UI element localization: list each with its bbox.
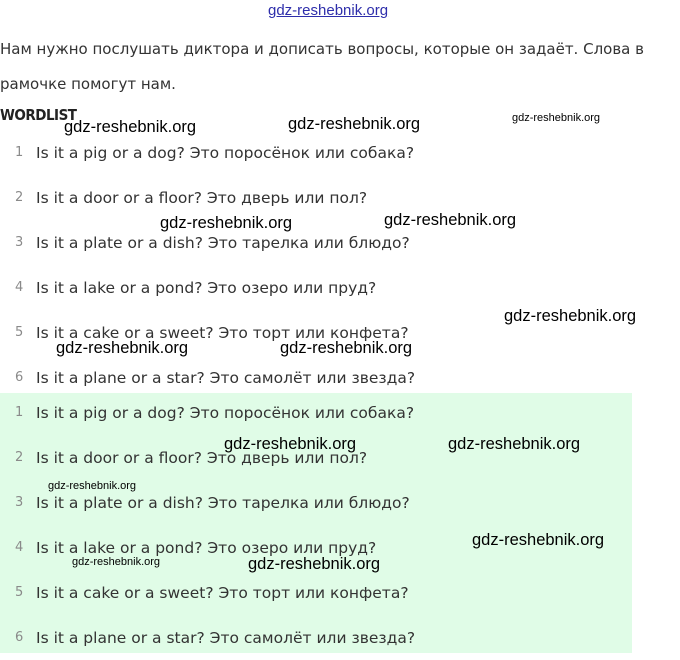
list-item — [0, 390, 415, 435]
item-number: 2 — [15, 190, 24, 205]
watermark: gdz-reshebnik.org — [384, 211, 517, 229]
watermark: gdz-reshebnik.org — [288, 115, 421, 133]
site-link[interactable]: gdz-reshebnik.org — [268, 2, 389, 19]
item-text: Is it a lake or a pond? Это озеро или пруд? — [36, 278, 377, 297]
task-instructions: Нам нужно послушать диктора и дописать вопросы, которые он задаёт. Слова в рамочке помогут нам. — [0, 40, 644, 93]
item-text: Is it a plane or a star? Это самолёт или звезда? — [36, 628, 416, 647]
wordlist-title: WORDLIST — [0, 106, 77, 124]
answer-list — [0, 390, 415, 660]
item-text: Is it a cake or a sweet? Это торт или конфета? — [36, 323, 409, 342]
list-item — [0, 615, 415, 660]
item-text: Is it a plane or a star? Это самолёт или звезда? — [36, 368, 416, 387]
item-text: Is it a plate or a dish? Это тарелка или блюдо? — [36, 493, 410, 512]
item-text: Is it a door or a floor? Это дверь или пол? — [36, 448, 368, 467]
list-item — [0, 175, 632, 220]
watermark: gdz-reshebnik.org — [64, 118, 197, 136]
item-text: Is it a pig or a dog? Это поросёнок или собака? — [36, 143, 415, 162]
watermark: gdz-reshebnik.org — [72, 556, 161, 568]
item-number: 3 — [15, 235, 24, 250]
item-number: 2 — [15, 450, 24, 465]
list-item — [0, 570, 415, 615]
watermark: gdz-reshebnik.org — [248, 555, 381, 573]
item-number: 1 — [15, 405, 24, 420]
watermark: gdz-reshebnik.org — [448, 435, 581, 453]
item-number: 6 — [15, 630, 24, 645]
watermark: gdz-reshebnik.org — [48, 480, 137, 492]
answer-block — [0, 393, 632, 653]
item-number: 4 — [15, 540, 24, 555]
list-item — [0, 265, 632, 310]
list-item — [0, 220, 632, 265]
watermark: gdz-reshebnik.org — [224, 435, 357, 453]
watermark: gdz-reshebnik.org — [504, 307, 637, 325]
item-text: Is it a plate or a dish? Это тарелка или блюдо? — [36, 233, 410, 252]
wordlist — [0, 130, 632, 400]
item-number: 5 — [15, 585, 24, 600]
item-text: Is it a pig or a dog? Это поросёнок или собака? — [36, 403, 415, 422]
watermark: gdz-reshebnik.org — [472, 531, 605, 549]
item-text: Is it a lake or a pond? Это озеро или пруд? — [36, 538, 377, 557]
watermark: gdz-reshebnik.org — [512, 112, 601, 124]
item-text: Is it a door or a floor? Это дверь или пол? — [36, 188, 368, 207]
item-number: 4 — [15, 280, 24, 295]
watermark: gdz-reshebnik.org — [280, 339, 413, 357]
item-number: 5 — [15, 325, 24, 340]
item-number: 3 — [15, 495, 24, 510]
item-number: 1 — [15, 145, 24, 160]
item-text: Is it a cake or a sweet? Это торт или конфета? — [36, 583, 409, 602]
watermark: gdz-reshebnik.org — [160, 214, 293, 232]
item-number: 6 — [15, 370, 24, 385]
watermark: gdz-reshebnik.org — [56, 339, 189, 357]
